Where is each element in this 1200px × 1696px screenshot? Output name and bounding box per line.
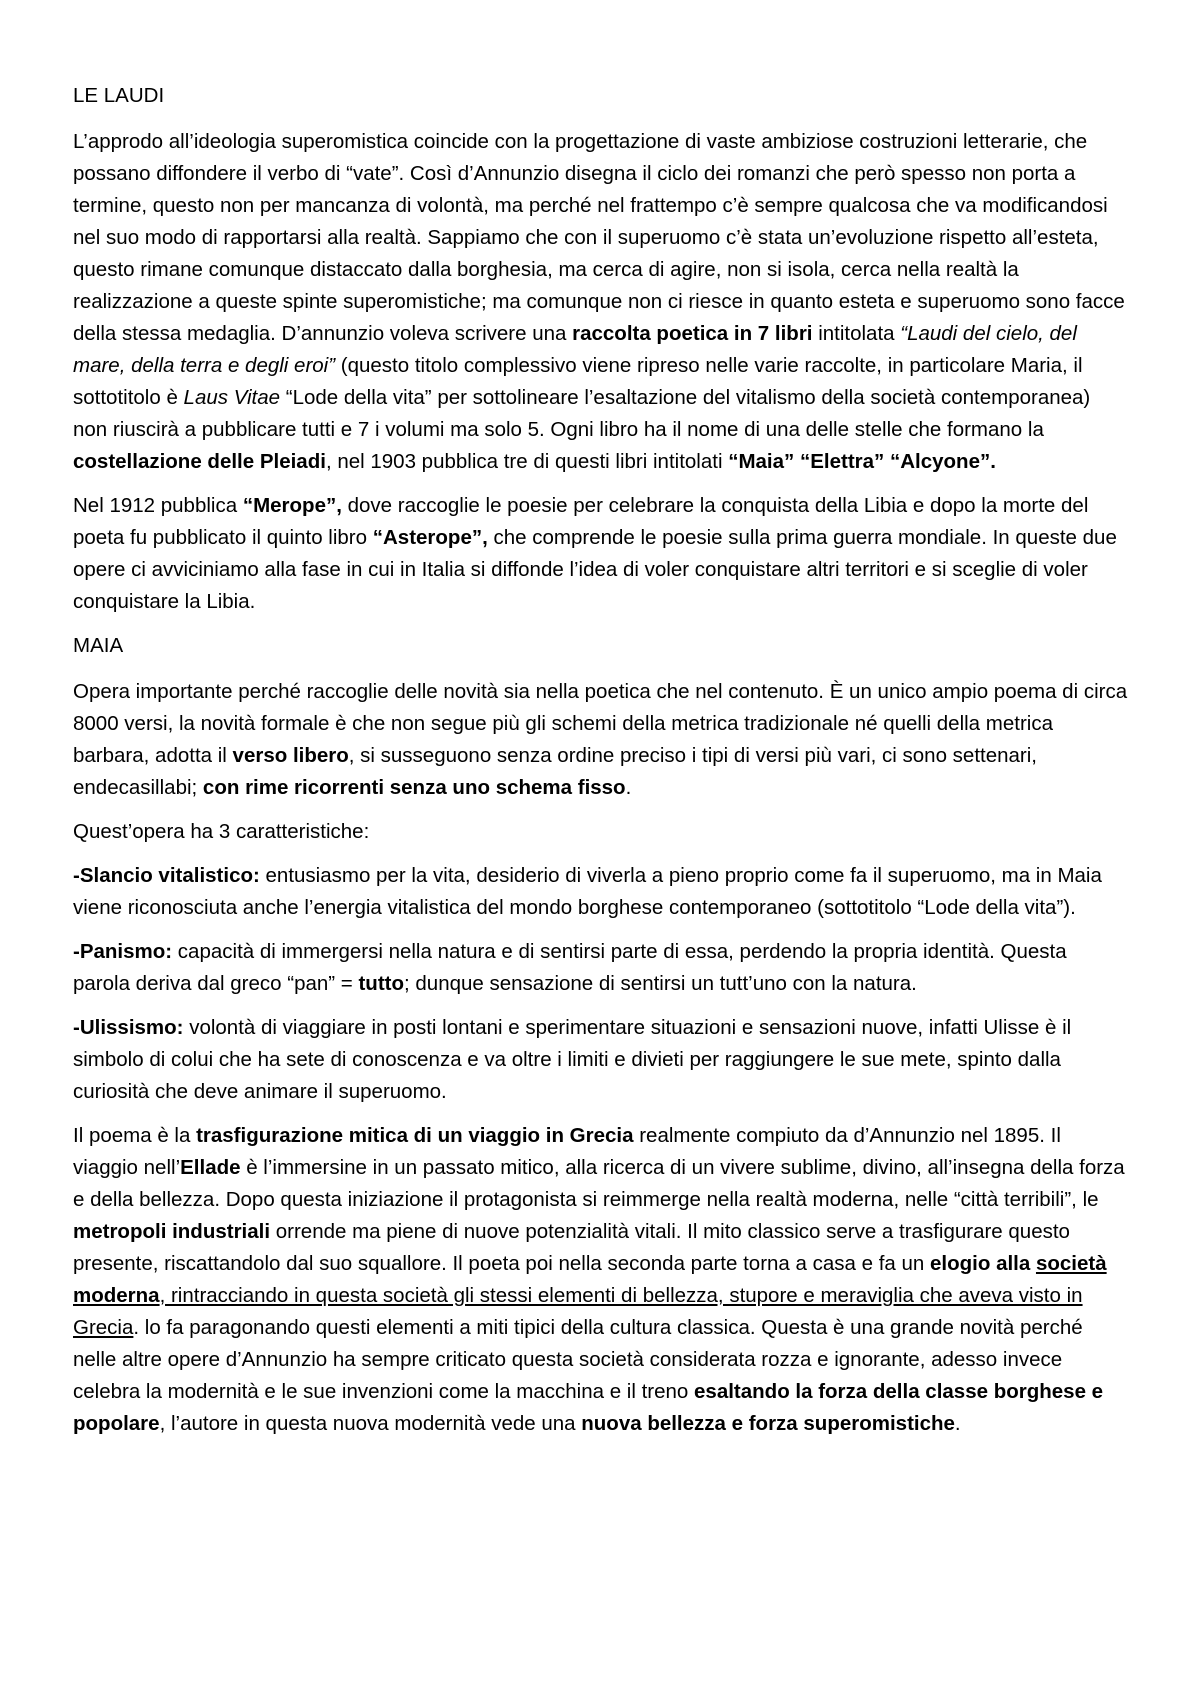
bold-metropoli-industriali: metropoli industriali — [73, 1220, 271, 1243]
paragraph-caratteristiche: Quest’opera ha 3 caratteristiche: — [73, 820, 370, 843]
bold-merope: “Merope”, — [242, 494, 342, 517]
italic-laudi-title: “Laudi del cielo, del mare, della terra e degli eroi” — [73, 322, 1077, 377]
bold-nuova-bellezza: nuova bellezza e forza superomistiche — [581, 1412, 955, 1435]
bold-ellade: Ellade — [180, 1156, 241, 1179]
text-run: Nel 1912 pubblica — [73, 494, 243, 517]
text-run: volontà di viaggiare in posti lontani e sperimentare situazioni e sensazioni nuove, infatti Ulisse è il simbolo di colui che ha sete di conoscenza e va oltre i limiti e divieti per raggiungere le sue mete, spinto dalla curiosità che deve animare il superuomo. — [73, 1016, 1072, 1103]
paragraph-panismo — [73, 936, 1128, 1000]
text-run: capacità di immergersi nella natura e di sentirsi parte di essa, perdendo la propria identità. Questa parola deriva dal greco “pan” = — [73, 940, 1067, 995]
paragraph-poema-grecia — [73, 1120, 1128, 1440]
text-run: che comprende le poesie sulla prima guerra mondiale. In queste due opere ci avviciniamo alla fase in cui in Italia si diffonde l’idea di voler conquistare altri territori e si sceglie di voler conquistare la Libia. — [73, 526, 1117, 613]
text-run: dove raccoglie le poesie per celebrare la conquista della Libia e dopo la morte del poeta fu pubblicato il quinto libro — [73, 494, 1089, 549]
text-run: realmente compiuto da d’Annunzio nel 1895. Il viaggio nell’ — [73, 1124, 1061, 1179]
text-run: L’approdo all’ideologia superomistica coincide con la progettazione di vaste ambiziose costruzioni letterarie, che possano diffondere il verbo di “vate”. Così d’Annunzio disegna il ciclo dei romanzi che però spesso non porta a termine, questo non per mancanza di volontà, ma perché nel frattempo c’è sempre qualcosa che va modificandosi nel suo modo di rapportarsi alla realtà. Sappiamo che con il superuomo c’è stata un’evoluzione rispetto all’esteta, questo rimane comunque distaccato dalla borghesia, ma cerca di agire, non si isola, cerca nella realtà la realizzazione a queste spinte superomistiche; ma comunque non ci riesce in quanto esteta e superuomo sono facce della stessa medaglia. D’annunzio voleva scrivere una — [73, 130, 1125, 345]
bold-panismo: -Panismo: — [73, 940, 173, 963]
text-run: , l’autore in questa nuova modernità vede una — [159, 1412, 582, 1435]
bold-rime-ricorrenti: con rime ricorrenti senza uno schema fisso — [202, 776, 626, 799]
text-run: Il poema è la — [73, 1124, 197, 1147]
underlined-societa-moderna: società moderna — [73, 1252, 1107, 1307]
text-run: è l’immersine in un passato mitico, alla ricerca di un vivere sublime, divino, all’insegna della forza e della bellezza. Dopo questa iniziazione il protagonista si reimmerge nella realtà moderna, nelle “città terribili”, le — [73, 1156, 1125, 1211]
text-run: . — [625, 776, 632, 799]
italic-laus-vitae: Laus Vitae — [183, 386, 281, 409]
text-run: orrende ma piene di nuove potenzialità vitali. Il mito classico serve a trasfigurare questo presente, riscattandolo dal suo squallore. Il poeta poi nella seconda parte torna a casa e fa un — [73, 1220, 1070, 1275]
bold-costellazione: costellazione delle Pleiadi — [73, 450, 326, 473]
text-run: . — [954, 1412, 961, 1435]
bold-book-titles: “Maia” “Elettra” “Alcyone”. — [728, 450, 996, 473]
bold-raccolta-poetica: raccolta poetica in 7 libri — [572, 322, 813, 345]
text-run: (questo titolo complessivo viene ripreso nelle varie raccolte, in particolare Maria, il sottotitolo è — [73, 354, 1083, 409]
section-title-le-laudi: LE LAUDI — [73, 84, 165, 107]
text-run: intitolata — [812, 322, 901, 345]
bold-elogio: elogio alla — [930, 1252, 1036, 1275]
text-run: ; dunque sensazione di sentirsi un tutt’uno con la natura. — [404, 972, 917, 995]
text-run: . lo fa paragonando questi elementi a miti tipici della cultura classica. Questa è una grande novità perché nelle altre opere d’Annunzio ha sempre criticato questa società considerata rozza e ignorante, adesso invece celebra la modernità e le sue invenzioni come la macchina e il treno — [73, 1316, 1083, 1403]
text-run: Opera importante perché raccoglie delle novità sia nella poetica che nel contenuto. È un unico ampio poema di circa 8000 versi, la novità formale è che non segue più gli schemi della metrica tradizionale né quelli della metrica barbara, adotta il — [73, 680, 1128, 767]
bold-trasfigurazione: trasfigurazione mitica di un viaggio in Grecia — [196, 1124, 634, 1147]
text-run: “Lode della vita” per sottolineare l’esaltazione del vitalismo della società contemporanea) non riuscirà a pubblicare tutti e 7 i volumi ma solo 5. Ogni libro ha il nome di una delle stelle che formano la — [73, 386, 1091, 441]
bold-forza-classe-borghese: esaltando la forza della classe borghese e popolare — [73, 1380, 1104, 1435]
bold-tutto: tutto — [358, 972, 404, 995]
underlined-rintracciando: , rintracciando in questa società gli stessi elementi di bellezza, stupore e meraviglia che aveva visto in Grecia — [73, 1284, 1083, 1339]
text-run: , nel 1903 pubblica tre di questi libri intitolati — [325, 450, 729, 473]
text-run: , si susseguono senza ordine preciso i tipi di versi più vari, ci sono settenari, endecasillabi; — [73, 744, 1037, 799]
paragraph-laudi-intro — [73, 126, 1128, 478]
paragraph-merope-asterope — [73, 490, 1128, 618]
bold-ulissismo: -Ulissismo: — [73, 1016, 184, 1039]
text-run: entusiasmo per la vita, desiderio di viverla a pieno proprio come fa il superuomo, ma in Maia viene riconosciuta anche l’energia vitalistica del mondo borghese contemporaneo (sottotitolo “Lode della vita”). — [73, 864, 1102, 919]
bold-slancio-vitalistico: -Slancio vitalistico: — [73, 864, 260, 887]
paragraph-slancio-vitalistico — [73, 860, 1128, 924]
bold-asterope: “Asterope”, — [372, 526, 488, 549]
paragraph-ulissismo — [73, 1012, 1128, 1108]
section-title-maia: MAIA — [73, 634, 124, 657]
bold-verso-libero: verso libero — [232, 744, 349, 767]
paragraph-maia-intro — [73, 676, 1128, 804]
